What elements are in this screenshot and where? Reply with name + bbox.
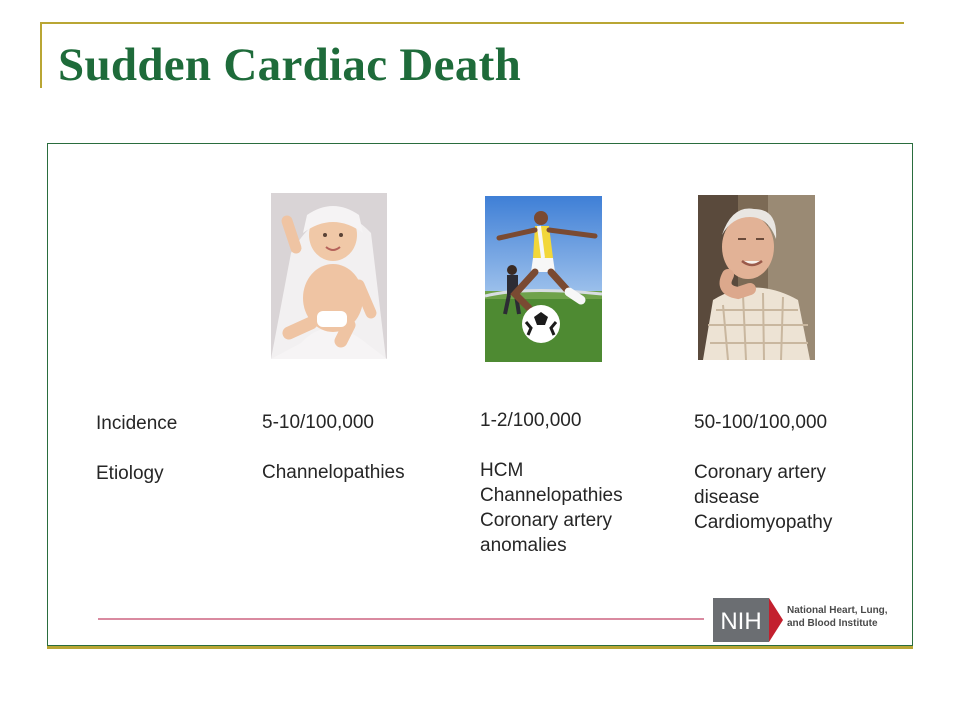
row-label-incidence: Incidence: [96, 413, 178, 434]
content-panel: [47, 143, 913, 646]
etiology-line: Coronary artery: [694, 462, 826, 483]
nih-logo: [713, 598, 783, 642]
institute-name-line1: National Heart, Lung,: [787, 605, 888, 616]
top-accent-rule: [40, 22, 904, 24]
bottom-accent-rule: [47, 646, 913, 649]
etiology-infant: [262, 460, 405, 485]
etiology-line: Channelopathies: [262, 462, 405, 483]
institute-name-line2: and Blood Institute: [787, 618, 878, 629]
young-athlete-soccer-photo: [485, 196, 602, 362]
institute-name: [787, 604, 888, 630]
incidence-infant: 5-10/100,000: [262, 412, 374, 433]
infant-photo: [271, 193, 387, 359]
etiology-line: Channelopathies: [480, 485, 623, 506]
incidence-young-athlete: 1-2/100,000: [480, 410, 582, 431]
etiology-line: anomalies: [480, 535, 567, 556]
etiology-line: Coronary artery: [480, 510, 612, 531]
row-label-etiology: Etiology: [96, 463, 164, 484]
nih-logo-text: NIH: [720, 608, 762, 635]
slide-title: Sudden Cardiac Death: [58, 39, 522, 91]
incidence-elderly: 50-100/100,000: [694, 412, 828, 433]
footer-divider-line: [98, 618, 704, 620]
etiology-line: disease: [694, 487, 760, 508]
etiology-young-athlete: [480, 458, 623, 558]
etiology-elderly: [694, 460, 832, 535]
elderly-man-photo: [698, 195, 815, 360]
left-accent-rule: [40, 22, 42, 88]
etiology-line: HCM: [480, 460, 524, 481]
etiology-line: Cardiomyopathy: [694, 512, 833, 533]
